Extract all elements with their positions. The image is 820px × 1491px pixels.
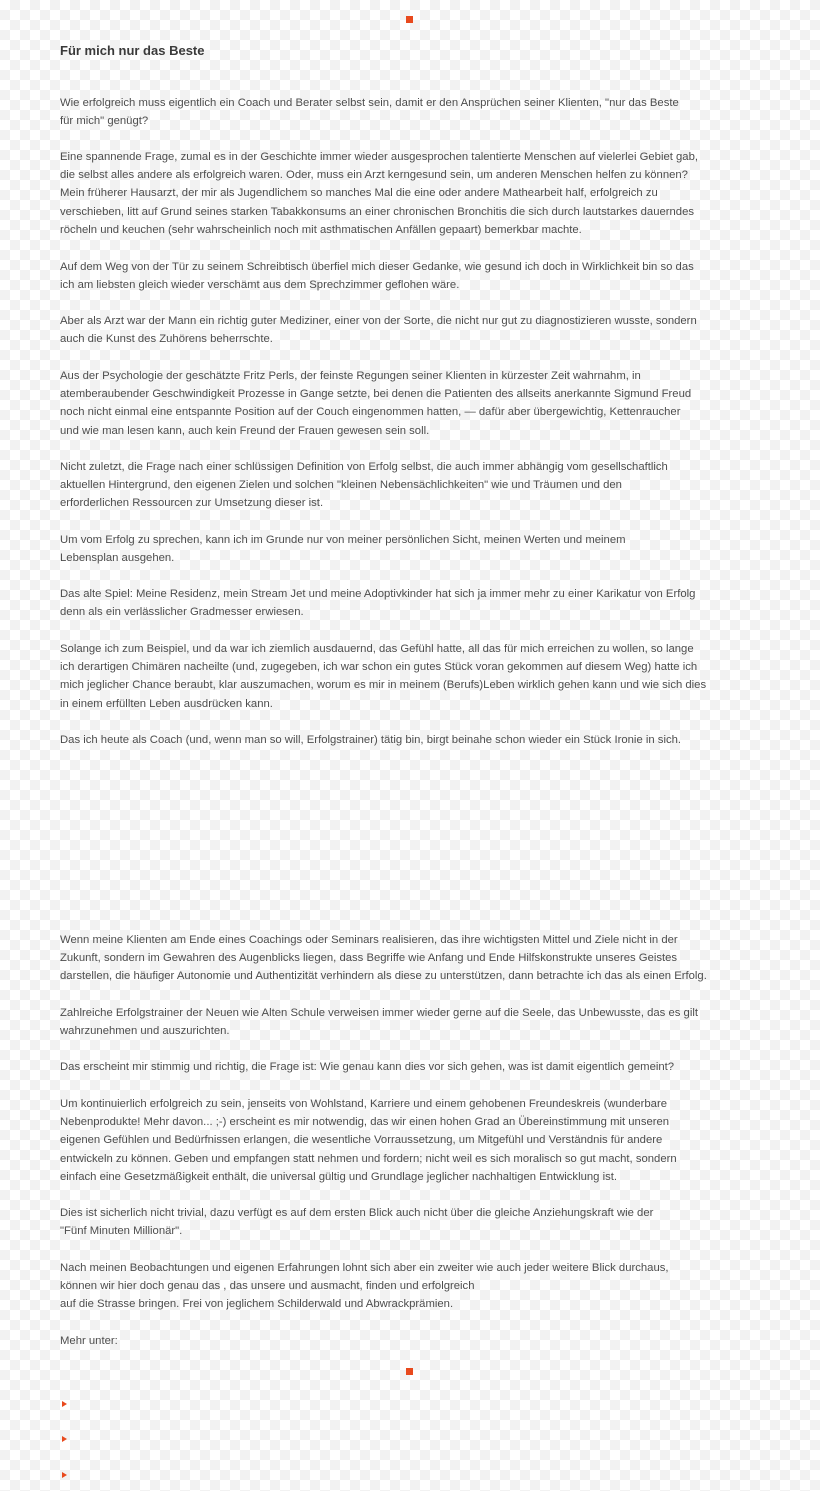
text-line: Eine spannende Frage, zumal es in der Geschichte immer wieder ausgesprochen talentierte Menschen auf vielerlei Gebiet gab, (60, 151, 698, 163)
text-line: Mein früherer Hausarzt, der mir als Jugendlichem so manches Mal die eine oder andere Mathearbeit half, erfolgreich zu (60, 187, 658, 200)
paragraph-continuous-success (60, 1095, 760, 1186)
text-line: verschieben, litt auf Grund seines starken Tabakkonsums an einer chronischen Bronchitis die sich durch lautstarkes dauerndes (60, 205, 695, 218)
text-line: aktuellen Hintergrund, den eigenen Zielen und solchen "kleinen Nebensächlichkeiten" wie und Träumen und den (60, 479, 622, 492)
top-marker-square (406, 16, 413, 23)
bottom-marker-square (406, 1368, 413, 1375)
paragraph-not-trivial (60, 1204, 760, 1240)
text-line: Das ich heute als Coach (und, wenn man so will, Erfolgstrainer) tätig bin, birgt beinahe schon wieder ein Stück Ironie in sich. (60, 734, 682, 746)
text-line: für mich" genügt? (60, 115, 149, 128)
text-line: mich jeglicher Chance beraubt, klar auszumachen, worum es mir in meinem (Berufs)Leben wirklich gehen kann und wie sich dies (60, 679, 707, 692)
text-line: eigenen Gefühlen und Bedürfnissen erlangen, die wesentliche Vorraussetzung, um Mitgefühl und Verständnis für andere (60, 1134, 663, 1147)
text-line: auf die Strasse bringen. Frei von jeglichem Schilderwald und Abwrackprämien. (60, 1298, 454, 1311)
text-line: Mehr unter: (60, 1335, 118, 1347)
paragraph-psychology (60, 367, 760, 440)
page-title: Für mich nur das Beste (60, 43, 205, 58)
text-line: erforderlichen Ressourcen zur Umsetzung dieser ist. (60, 497, 324, 510)
text-line: können wir hier doch genau das , das unsere und ausmacht, finden und erfolgreich (60, 1280, 475, 1293)
text-line: Das erscheint mir stimmig und richtig, die Frage ist: Wie genau kann dies vor sich gehen, was ist damit eigentlich gemeint? (60, 1061, 675, 1073)
text-line: ich am liebsten gleich wieder verschämt aus dem Sprechzimmer geflohen wäre. (60, 279, 460, 292)
paragraph-trainers (60, 1004, 760, 1040)
text-line: und wie man lesen kann, auch kein Freund der Frauen gewesen sein soll. (60, 424, 430, 437)
bullet-arrow-icon[interactable] (62, 1401, 67, 1407)
paragraph-personal-view (60, 531, 760, 567)
paragraph-doctor-visit (60, 258, 760, 294)
text-line: atemberaubender Geschwindigkeit Prozesse in Gange setzte, bei denen die Patienten des allseits anerkannte Sigmund Freud (60, 388, 692, 401)
paragraph-definition (60, 458, 760, 513)
text-line: Nach meinen Beobachtungen und eigenen Erfahrungen lohnt sich aber ein zweiter wie auch jeder weitere Blick durchaus, (60, 1262, 669, 1274)
text-line: Aus der Psychologie der geschätzte Fritz Perls, der feinste Regungen seiner Klienten in kürzester Zeit wahrnahm, in (60, 370, 641, 382)
text-line: entwickeln zu können. Geben und empfangen statt nehmen und fordern; nicht weil es sich moralisch so gut macht, sondern (60, 1152, 677, 1165)
text-line: Nicht zuletzt, die Frage nach einer schlüssigen Definition von Erfolg selbst, die auch immer abhängig vom gesellschaftlich (60, 461, 668, 473)
text-line: Um kontinuierlich erfolgreich zu sein, jenseits von Wohlstand, Karriere und einem gehobenen Freundeskreis (wunderbare (60, 1098, 668, 1110)
paragraph-client-success (60, 931, 760, 986)
paragraph-intro (60, 94, 760, 130)
text-line: Auf dem Weg von der Tür zu seinem Schreibtisch überfiel mich dieser Gedanke, wie gesund ich doch in Wirklichkeit bin so das (60, 261, 694, 273)
paragraph-observations (60, 1259, 760, 1314)
paragraph-question (60, 148, 760, 239)
bullet-arrow-icon[interactable] (62, 1472, 67, 1478)
text-line: in einem erfüllten Leben ausdrücken kann. (60, 697, 273, 710)
paragraph-chimeras (60, 640, 760, 713)
text-line: Zahlreiche Erfolgstrainer der Neuen wie Alten Schule verweisen immer wieder gerne auf die Seele, das Unbewusste, das es gilt (60, 1007, 698, 1019)
text-line: Dies ist sicherlich nicht trivial, dazu verfügt es auf dem ersten Blick auch nicht über die gleiche Anziehungskraft wie der (60, 1207, 654, 1219)
text-line: denn als ein verlässlicher Gradmesser erwiesen. (60, 606, 304, 619)
text-line: Lebensplan ausgehen. (60, 552, 175, 565)
paragraph-old-game (60, 585, 760, 621)
text-line: noch nicht einmal eine entspannte Position auf der Couch eingenommen hatten, — dafür aber übergewichtig, Kettenraucher (60, 406, 681, 419)
text-line: Um vom Erfolg zu sprechen, kann ich im Grunde nur von meiner persönlichen Sicht, meinen Werten und meinem (60, 534, 626, 546)
paragraph-meaning (60, 1058, 760, 1076)
text-line: ich derartigen Chimären nacheilte (und, zugegeben, ich war schon ein gutes Stück voran gekommen auf diesem Weg) hatte ich (60, 661, 698, 674)
text-line: wahrzunehmen und auszurichten. (60, 1025, 230, 1038)
text-line: "Fünf Minuten Millionär". (60, 1225, 183, 1238)
text-line: röcheln und keuchen (sehr wahrscheinlich noch mit asthmatischen Anfällen gepaart) bemerkbar machte. (60, 223, 582, 236)
paragraph-good-doctor (60, 312, 760, 348)
text-line: Solange ich zum Beispiel, und da war ich ziemlich ausdauernd, das Gefühl hatte, all das für mich erreichen zu wollen, so lange (60, 643, 694, 655)
text-line: darstellen, die häufiger Autonomie und Authentizität verhindern als diese zu unterstützen, dann betrachte ich das als einen Erfolg. (60, 970, 707, 983)
text-line: Das alte Spiel: Meine Residenz, mein Stream Jet und meine Adoptivkinder hat sich ja immer mehr zu einer Karikatur von Erfolg (60, 588, 696, 600)
text-line: Zukunft, sondern im Gewahren des Augenblicks liegen, dass Begriffe wie Anfang und Ende Hilfskonstrukte unseres Geistes (60, 952, 678, 965)
text-line: einfach eine Gesetzmäßigkeit enthält, die universal gültig und Grundlage jeglicher nachhaltigen Entwicklung ist. (60, 1170, 618, 1183)
text-line: Aber als Arzt war der Mann ein richtig guter Mediziner, einer von der Sorte, die nicht nur gut zu diagnostizieren wusste, sondern (60, 315, 697, 327)
text-line: Wenn meine Klienten am Ende eines Coachings oder Seminars realisieren, das ihre wichtigsten Mittel und Ziele nicht in der (60, 934, 678, 946)
bullet-arrow-icon[interactable] (62, 1436, 67, 1442)
text-line: die selbst alles andere als erfolgreich waren. Oder, muss ein Arzt kerngesund sein, um anderen Menschen helfen zu können? (60, 169, 688, 182)
text-line: Wie erfolgreich muss eigentlich ein Coach und Berater selbst sein, damit er den Ansprüchen seiner Klienten, "nur das Beste (60, 97, 679, 109)
paragraph-irony (60, 731, 760, 749)
paragraph-more-under (60, 1332, 760, 1350)
text-line: Nebenprodukte! Mehr davon... ;-) erscheint es mir notwendig, das wir einen hohen Grad an Übereinstimmung mit unseren (60, 1116, 670, 1129)
text-line: auch die Kunst des Zuhörens beherrschte. (60, 333, 273, 346)
